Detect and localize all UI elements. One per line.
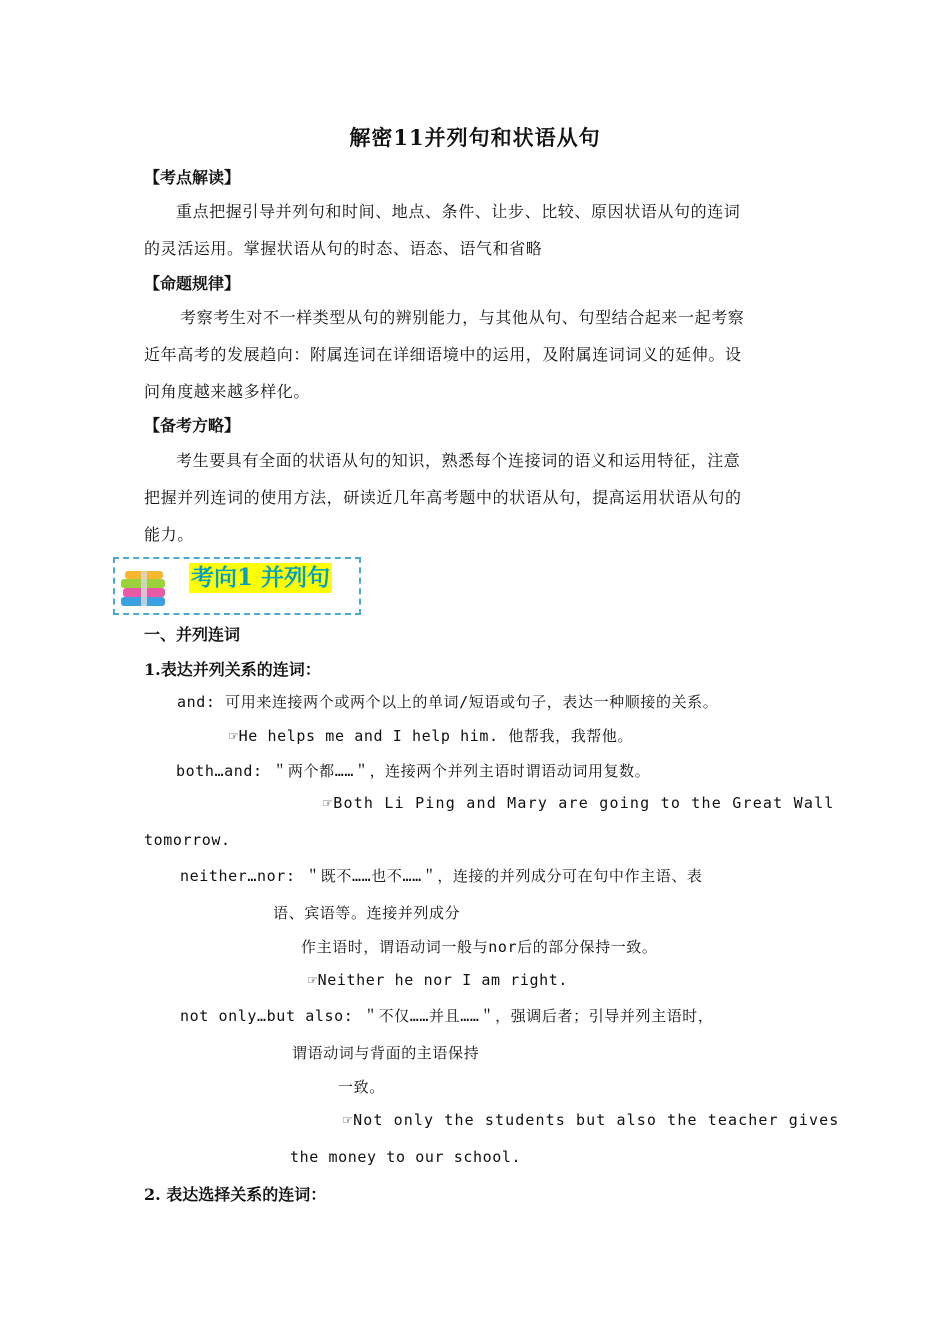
notonly-example-cont: the money to our school. bbox=[290, 1148, 522, 1166]
books-icon bbox=[117, 569, 171, 609]
notonly-line: not only…but also: ＂不仅……并且……＂，强调后者；引导并列主语时， bbox=[180, 1007, 714, 1025]
neither-line-cont: 作主语时，谓语动词一般与nor后的部分保持一致。 bbox=[301, 938, 658, 956]
section-heading-kaodian: 【考点解读】 bbox=[144, 168, 241, 187]
paragraph-line: 能力。 bbox=[144, 525, 194, 544]
paragraph-line: 把握并列连词的使用方法，研读近几年高考题中的状语从句，提高运用状语从句的 bbox=[144, 488, 742, 507]
subheading-choice: 2. 表达选择关系的连词： bbox=[144, 1185, 327, 1204]
and-example: ☞He helps me and I help him. 他帮我，我帮他。 bbox=[229, 727, 634, 745]
paragraph-line: 近年高考的发展趋向：附属连词在详细语境中的运用，及附属连词词义的延伸。设 bbox=[144, 345, 742, 364]
subheading-parallel: 1.表达并列关系的连词： bbox=[144, 660, 321, 679]
paragraph-line: 考生要具有全面的状语从句的知识，熟悉每个连接词的语义和运用特征，注意 bbox=[176, 451, 741, 470]
paragraph-line: 考察考生对不一样类型从句的辨别能力，与其他从句、句型结合起来一起考察 bbox=[180, 308, 745, 327]
both-example: ☞Both Li Ping and Mary are going to the Great Wall bbox=[323, 794, 835, 812]
notonly-line-cont: 一致。 bbox=[338, 1078, 385, 1096]
banner-label: 考向1 并列句 bbox=[191, 564, 331, 591]
part-heading: 一、并列连词 bbox=[144, 625, 241, 644]
neither-line-cont: 语、宾语等。连接并列成分 bbox=[273, 904, 461, 922]
page-title: 解密11并列句和状语从句 bbox=[349, 125, 601, 150]
paragraph-line: 重点把握引导并列句和时间、地点、条件、让步、比较、原因状语从句的连词 bbox=[176, 202, 741, 221]
neither-example: ☞Neither he nor I am right. bbox=[308, 971, 569, 989]
both-line: both…and: ＂两个都……＂，连接两个并列主语时谓语动词用复数。 bbox=[176, 762, 651, 780]
both-example-cont: tomorrow. bbox=[144, 831, 231, 849]
notonly-example: ☞Not only the students but also the teacher gives bbox=[343, 1111, 840, 1129]
notonly-line-cont: 谓语动词与背面的主语保持 bbox=[292, 1044, 480, 1062]
paragraph-line: 的灵活运用。掌握状语从句的时态、语态、语气和省略 bbox=[144, 239, 543, 258]
section-heading-beikao: 【备考方略】 bbox=[144, 416, 241, 435]
neither-line: neither…nor: ＂既不……也不……＂，连接的并列成分可在句中作主语、表 bbox=[180, 867, 703, 885]
paragraph-line: 问角度越来越多样化。 bbox=[144, 382, 311, 401]
and-line: and: 可用来连接两个或两个以上的单词/短语或句子，表达一种顺接的关系。 bbox=[177, 693, 719, 711]
topic-banner bbox=[113, 557, 361, 615]
section-heading-mingti: 【命题规律】 bbox=[144, 274, 241, 293]
